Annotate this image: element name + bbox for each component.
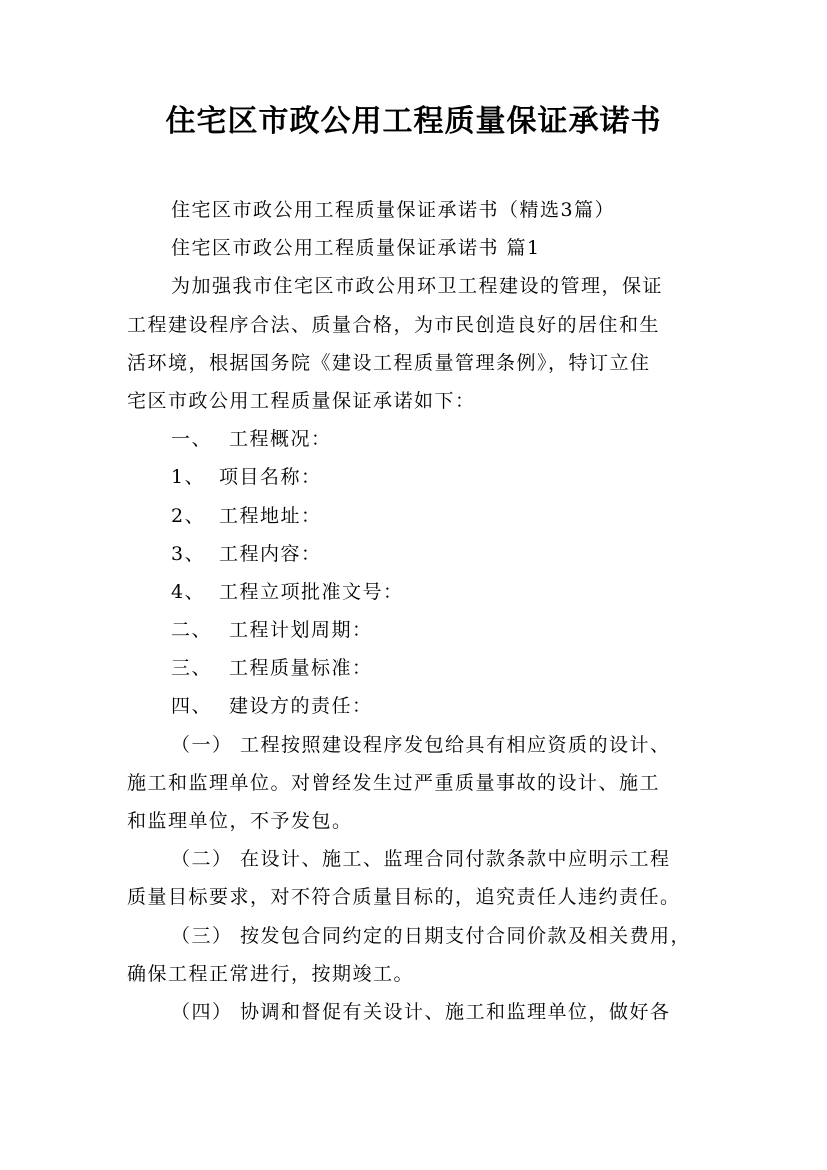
section-heading	[127, 649, 707, 687]
section-heading	[127, 420, 707, 458]
clause-line: （一） 工程按照建设程序发包给具有相应资质的设计、	[171, 733, 671, 756]
item-text: 项目名称：	[219, 466, 322, 489]
section-number: 一、	[171, 428, 213, 451]
intro-line: 活环境，根据国务院《建设工程质量管理条例》，特订立住	[127, 351, 651, 374]
part-heading: 住宅区市政公用工程质量保证承诺书 篇1	[171, 237, 541, 260]
list-item	[127, 535, 707, 573]
item-number: 1、	[171, 466, 206, 489]
clause-line: 和监理单位，不予发包。	[127, 810, 353, 832]
clause-line: 质量目标要求，对不符合质量目标的，追究责任人违约责任。	[127, 886, 681, 909]
list-item	[127, 497, 707, 535]
item-text: 工程地址：	[219, 504, 322, 527]
clause-line: （三） 按发包合同约定的日期支付合同价款及相关费用，	[171, 924, 692, 947]
intro-line: 为加强我市住宅区市政公用环卫工程建设的管理，保证	[171, 275, 664, 298]
section-number: 三、	[171, 657, 213, 680]
item-number: 3、	[171, 542, 206, 565]
section-text: 工程质量标准：	[229, 657, 373, 680]
section-number: 二、	[171, 619, 213, 642]
clause-line: （四） 协调和督促有关设计、施工和监理单位，做好各	[171, 1000, 671, 1023]
item-number: 2、	[171, 504, 206, 527]
section-heading	[127, 611, 707, 649]
item-number: 4、	[171, 580, 206, 603]
intro-line: 工程建设程序合法、质量合格，为市民创造良好的居住和生	[127, 313, 661, 336]
section-text: 工程计划周期：	[229, 619, 373, 642]
document-body	[127, 191, 707, 1031]
document-subtitle: 住宅区市政公用工程质量保证承诺书（精选3篇）	[171, 199, 616, 221]
item-text: 工程内容：	[219, 542, 322, 565]
section-number: 四、	[171, 695, 213, 718]
section-text: 建设方的责任：	[229, 695, 373, 718]
section-text: 工程概况：	[229, 428, 332, 451]
clause-line: 确保工程正常进行，按期竣工。	[127, 962, 415, 985]
clause-line: （二） 在设计、施工、监理合同付款条款中应明示工程	[171, 848, 671, 871]
section-heading	[127, 687, 707, 725]
item-text: 工程立项批准文号：	[219, 580, 404, 603]
intro-line: 宅区市政公用工程质量保证承诺如下：	[127, 389, 476, 412]
document-title: 住宅区市政公用工程质量保证承诺书	[165, 104, 662, 139]
clause-line: 施工和监理单位。对曾经发生过严重质量事故的设计、施工	[127, 771, 661, 794]
list-item	[127, 573, 707, 611]
list-item	[127, 458, 707, 496]
